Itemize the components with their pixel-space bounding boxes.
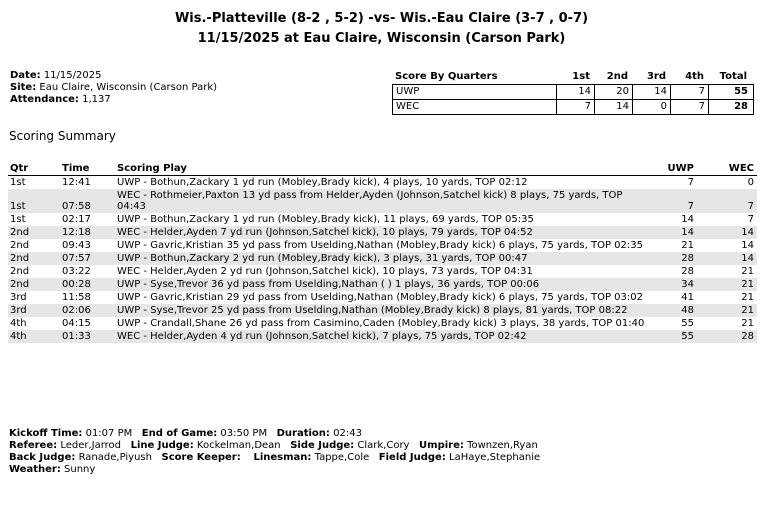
table-row: [8, 213, 757, 226]
row-uwp: 14: [681, 214, 694, 225]
sbq-body: [392, 85, 754, 115]
sbq-q2: 20: [594, 85, 632, 99]
sbq-header-q1: 1st: [572, 71, 590, 82]
sbq-team: UWP: [396, 86, 420, 97]
referee-value: Leder,Jarrod: [60, 440, 122, 451]
table-row: [8, 304, 757, 317]
end-label: End of Game:: [141, 428, 218, 439]
row-play: UWP - Syse,Trevor 36 yd pass from Uselding,Nathan ( ) 1 plays, 36 yards, TOP 00:06: [117, 279, 540, 290]
ss-header-play: Scoring Play: [117, 163, 187, 174]
row-time: 07:57: [62, 253, 91, 264]
row-time: 07:58: [62, 201, 91, 212]
time-line: [9, 428, 540, 440]
sbq-q3: 14: [632, 85, 670, 99]
row-wec: 7: [747, 214, 754, 225]
site-line: [10, 82, 217, 94]
row-time: 02:06: [62, 305, 91, 316]
table-row: [8, 330, 757, 343]
row-qtr: 3rd: [10, 305, 27, 316]
date-value: 11/15/2025: [43, 70, 102, 81]
row-wec: 14: [741, 227, 754, 238]
sbq-q4: 7: [670, 85, 708, 99]
row-qtr: 1st: [10, 177, 26, 188]
weather-label: Weather:: [9, 464, 61, 475]
scoring-summary-table: [8, 162, 757, 343]
row-wec: 21: [741, 279, 754, 290]
ss-header-wec: WEC: [728, 163, 754, 174]
row-play: UWP - Syse,Trevor 25 yd pass from Uselding,Nathan (Mobley,Brady kick) 8 plays, 81 yards, TOP 08:22: [117, 305, 628, 316]
row-play: UWP - Bothun,Zackary 1 yd run (Mobley,Brady kick), 4 plays, 10 yards, TOP 02:12: [117, 177, 528, 188]
sbq-header-row: [392, 71, 754, 85]
duration-label: Duration:: [276, 428, 330, 439]
table-row: [8, 291, 757, 304]
row-play: WEC - Helder,Ayden 7 yd run (Johnson,Satchel kick), 10 plays, 79 yards, TOP 04:52: [117, 227, 533, 238]
row-time: 01:33: [62, 331, 91, 342]
row-wec: 21: [741, 305, 754, 316]
sbq-q3: 0: [632, 100, 670, 114]
row-uwp: 7: [687, 177, 694, 188]
back-judge-label: Back Judge:: [9, 452, 76, 463]
referee-label: Referee:: [9, 440, 58, 451]
game-title: Wis.-Platteville (8-2 , 5-2) -vs- Wis.-Eau Claire (3-7 , 0-7): [174, 11, 589, 26]
row-time: 00:28: [62, 279, 91, 290]
sbq-q2: 14: [594, 100, 632, 114]
date-line: [10, 70, 217, 82]
row-play: WEC - Helder,Ayden 4 yd run (Johnson,Satchel kick), 7 plays, 75 yards, TOP 02:42: [117, 331, 527, 342]
attendance-value: 1,137: [82, 94, 111, 105]
officials-line-2: [9, 452, 540, 464]
row-qtr: 2nd: [10, 240, 30, 251]
row-qtr: 1st: [10, 201, 26, 212]
duration-value: 02:43: [333, 428, 362, 439]
linesman-value: Tappe,Cole: [314, 452, 370, 463]
line-judge-value: Kockelman,Dean: [196, 440, 281, 451]
sbq-total: 28: [708, 100, 751, 114]
site-label: Site:: [10, 82, 37, 93]
row-play: UWP - Gavric,Kristian 29 yd pass from Uselding,Nathan (Mobley,Brady kick) 6 plays, 75 yards, TOP 03:02: [117, 292, 643, 303]
table-row: [8, 189, 757, 213]
row-play: WEC - Helder,Ayden 2 yd run (Johnson,Satchel kick), 10 plays, 73 yards, TOP 04:31: [117, 266, 533, 277]
row-qtr: 2nd: [10, 279, 30, 290]
field-judge-label: Field Judge:: [378, 452, 446, 463]
ss-header-time: Time: [62, 163, 90, 174]
row-uwp: 21: [681, 240, 694, 251]
row-time: 09:43: [62, 240, 91, 251]
ss-header-qtr: Qtr: [10, 163, 29, 174]
end-value: 03:50 PM: [220, 428, 268, 439]
table-row: [8, 239, 757, 252]
date-label: Date:: [10, 70, 41, 81]
row-play: UWP - Crandall,Shane 26 yd pass from Casimino,Caden (Mobley,Brady kick) 3 plays, 38 yards, TOP 01:40: [117, 318, 645, 329]
sbq-q1: 14: [556, 85, 594, 99]
table-row: [8, 265, 757, 278]
weather-value: Sunny: [64, 464, 96, 475]
row-wec: 14: [741, 240, 754, 251]
line-judge-label: Line Judge:: [130, 440, 194, 451]
row-uwp: 14: [681, 227, 694, 238]
row-qtr: 3rd: [10, 292, 27, 303]
row-qtr: 2nd: [10, 227, 30, 238]
site-value: Eau Claire, Wisconsin (Carson Park): [39, 82, 218, 93]
sbq-header-title: Score By Quarters: [395, 71, 498, 82]
game-subtitle: 11/15/2025 at Eau Claire, Wisconsin (Carson Park): [197, 31, 566, 46]
row-uwp: 48: [681, 305, 694, 316]
row-uwp: 28: [681, 266, 694, 277]
ss-body: [8, 176, 757, 343]
row-wec: 0: [747, 177, 754, 188]
row-qtr: 4th: [10, 331, 27, 342]
row-uwp: 55: [681, 318, 694, 329]
row-qtr: 4th: [10, 318, 27, 329]
back-judge-value: Ranade,Piyush: [78, 452, 152, 463]
row-uwp: 55: [681, 331, 694, 342]
ss-header-row: [8, 162, 757, 176]
row-play: UWP - Gavric,Kristian 35 yd pass from Uselding,Nathan (Mobley,Brady kick) 6 plays, 75 yards, TOP 02:35: [117, 240, 643, 251]
sbq-row-uwp: [393, 85, 753, 100]
umpire-label: Umpire:: [419, 440, 464, 451]
row-time: 11:58: [62, 292, 91, 303]
row-play: UWP - Bothun,Zackary 1 yd run (Mobley,Brady kick), 11 plays, 69 yards, TOP 05:35: [117, 214, 534, 225]
linesman-label: Linesman:: [253, 452, 312, 463]
row-time: 03:22: [62, 266, 91, 277]
row-time: 04:15: [62, 318, 91, 329]
attendance-label: Attendance:: [10, 94, 79, 105]
sbq-header-q2: 2nd: [606, 71, 628, 82]
row-uwp: 7: [687, 201, 694, 212]
row-wec: 28: [741, 331, 754, 342]
kickoff-label: Kickoff Time:: [9, 428, 83, 439]
side-judge-value: Clark,Cory: [357, 440, 410, 451]
scoring-summary-title: Scoring Summary: [9, 129, 116, 143]
score-by-quarters-table: [392, 71, 754, 115]
row-play: UWP - Bothun,Zackary 2 yd run (Mobley,Brady kick), 3 plays, 31 yards, TOP 00:47: [117, 253, 528, 264]
field-judge-value: LaHaye,Stephanie: [449, 452, 541, 463]
row-qtr: 1st: [10, 214, 26, 225]
row-play: WEC - Rothmeier,Paxton 13 yd pass from Helder,Ayden (Johnson,Satchel kick) 8 plays, 75 yards, TOP 04:43: [117, 190, 623, 212]
kickoff-value: 01:07 PM: [85, 428, 133, 439]
sbq-q4: 7: [670, 100, 708, 114]
row-qtr: 2nd: [10, 253, 30, 264]
table-row: [8, 317, 757, 330]
sbq-total: 55: [708, 85, 751, 99]
weather-line: [9, 464, 540, 476]
score-keeper-label: Score Keeper:: [161, 452, 241, 463]
table-row: [8, 278, 757, 291]
row-time: 12:41: [62, 177, 91, 188]
sbq-team: WEC: [396, 101, 420, 112]
row-wec: 21: [741, 292, 754, 303]
table-row: [8, 176, 757, 189]
table-row: [8, 252, 757, 265]
row-time: 02:17: [62, 214, 91, 225]
sbq-q1: 7: [556, 100, 594, 114]
row-wec: 14: [741, 253, 754, 264]
row-wec: 21: [741, 266, 754, 277]
sbq-row-wec: [393, 100, 753, 115]
row-uwp: 41: [681, 292, 694, 303]
sbq-header-q4: 4th: [685, 71, 704, 82]
side-judge-label: Side Judge:: [290, 440, 355, 451]
game-info: [10, 70, 217, 106]
row-wec: 7: [747, 201, 754, 212]
table-row: [8, 226, 757, 239]
umpire-value: Townzen,Ryan: [467, 440, 538, 451]
row-wec: 21: [741, 318, 754, 329]
attendance-line: [10, 94, 217, 106]
row-qtr: 2nd: [10, 266, 30, 277]
row-uwp: 28: [681, 253, 694, 264]
game-officials: [9, 428, 540, 476]
row-time: 12:18: [62, 227, 91, 238]
row-uwp: 34: [681, 279, 694, 290]
officials-line-1: [9, 440, 540, 452]
sbq-header-total: Total: [719, 71, 747, 82]
ss-header-uwp: UWP: [667, 163, 694, 174]
sbq-header-q3: 3rd: [646, 71, 666, 82]
